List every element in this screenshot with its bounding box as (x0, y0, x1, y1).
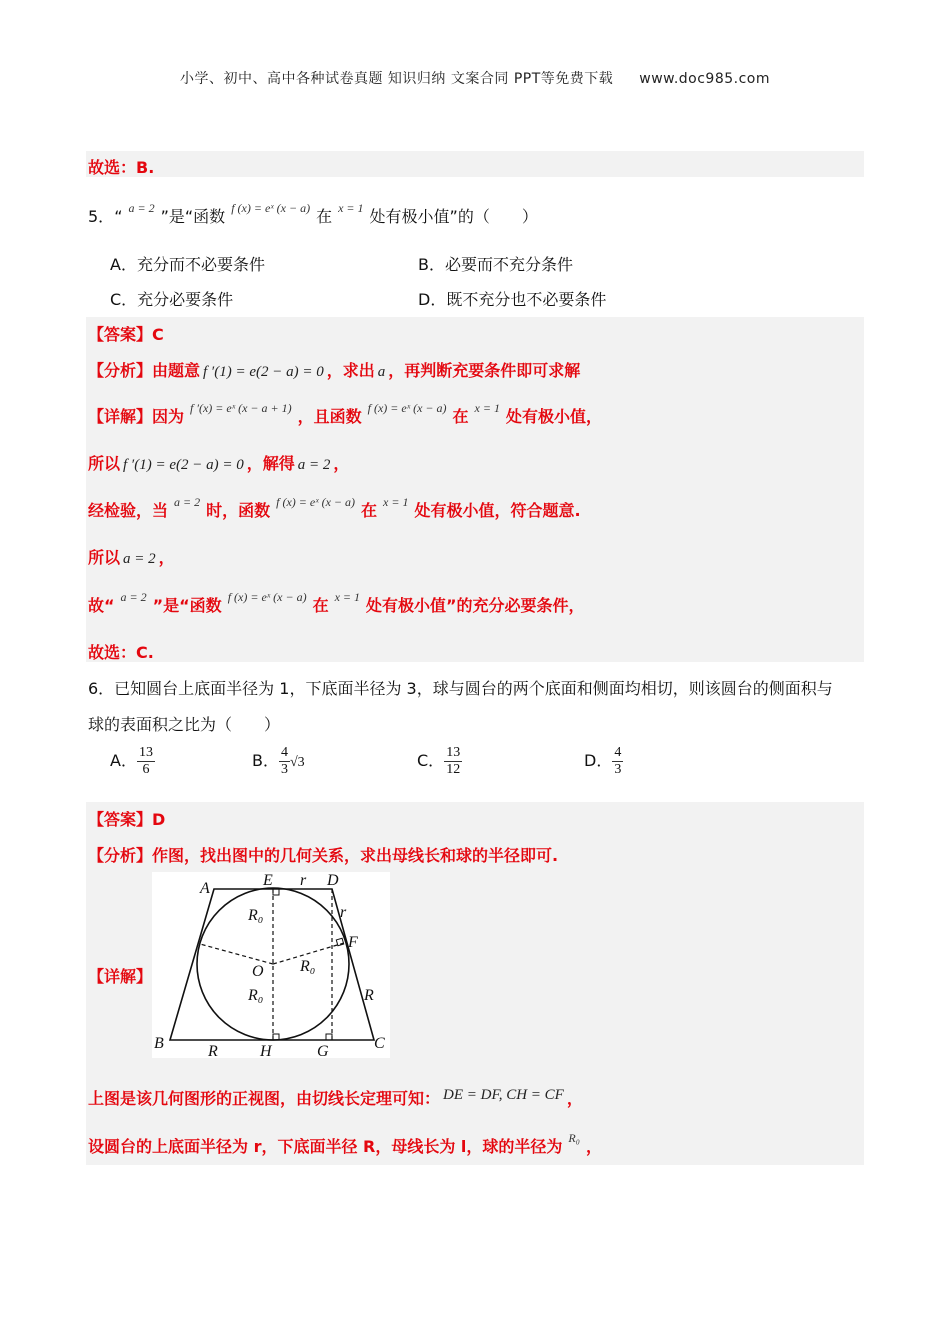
q6-step1 (88, 1086, 583, 1109)
q5-step1 (88, 451, 349, 474)
q6-option-a-fraction (137, 745, 155, 778)
label-g: G (317, 1043, 329, 1058)
q5-step2-math: a = 2 (174, 495, 201, 509)
label-d: D (327, 872, 339, 889)
fraction-numerator: 13 (446, 745, 461, 760)
q5-condition-math: a = 2 (128, 201, 155, 215)
q5-step4-mid: ”是“函数 (152, 596, 222, 615)
q5-step2 (88, 495, 581, 521)
label-e: E (263, 872, 273, 889)
q5-step1-math: f ′(1) = e(2 − a) = 0 (123, 457, 244, 473)
q6-option-c-fraction (444, 745, 462, 778)
fraction-denominator: 12 (446, 762, 461, 777)
radius-left (200, 944, 273, 964)
q5-option-b[interactable]: B．必要而不充分条件 (418, 255, 573, 274)
q6-step2-math: R₀ (568, 1131, 580, 1145)
right-angle-e (273, 889, 279, 895)
q5-analysis-var: a (377, 364, 386, 380)
label-r0-right: R₀ (300, 958, 316, 975)
q5-detail-at: 在 (452, 407, 469, 426)
q5-number: 5． (88, 207, 115, 226)
q6-step1-prefix: 上图是该几何图形的正视图，由切线长定理可知： (88, 1089, 441, 1108)
q4-conclusion: 故选：B. (88, 158, 155, 177)
q5-analysis-prefix: 【分析】由题意 (88, 361, 201, 380)
label-r0-bottom: R₀ (248, 987, 264, 1004)
q5-quote: “ (114, 207, 123, 226)
q6-option-c-label: C． (417, 751, 445, 770)
q5-detail-tail: 处有极小值， (505, 407, 602, 426)
q5-step3-tail: ， (158, 548, 175, 567)
q5-analysis-math: f ′(1) = e(2 − a) = 0 (203, 364, 324, 380)
q5-detail-line1 (88, 401, 602, 427)
fraction-denominator: 3 (280, 762, 288, 777)
q6-option-b[interactable] (252, 745, 305, 778)
q5-step4-at: 在 (312, 596, 329, 615)
q5-option-a[interactable]: A．充分而不必要条件 (110, 255, 265, 274)
label-r-top: r (300, 872, 307, 889)
q6-step2-prefix: 设圆台的上底面半径为 r，下底面半径 R，母线长为 l，球的半径为 (88, 1137, 563, 1156)
q6-option-d-fraction (612, 745, 623, 778)
q5-step4-func: f (x) = eˣ (x − a) (227, 590, 307, 604)
fraction-numerator: 4 (614, 745, 622, 760)
right-angle-f (336, 938, 343, 945)
sqrt-three: √3 (289, 755, 305, 770)
q5-detail-point: x = 1 (474, 401, 500, 415)
q5-step2-tail: 处有极小值，符合题意. (414, 501, 581, 520)
q5-analysis (88, 358, 580, 381)
q5-answer: 【答案】C (88, 325, 164, 344)
q6-option-a[interactable] (110, 745, 155, 778)
q6-option-b-label: B． (252, 751, 279, 770)
q5-step1-math2: a = 2 (297, 457, 331, 473)
q5-detail-prefix: 【详解】因为 (88, 407, 185, 426)
q4-answer-band (86, 151, 864, 177)
q6-option-d-label: D． (584, 751, 613, 770)
q6-answer: 【答案】D (88, 810, 166, 829)
q6-option-c[interactable] (417, 745, 462, 778)
frustum-front-view-figure (152, 872, 390, 1058)
header-url[interactable]: www.doc985.com (639, 71, 771, 87)
q5-point-math: x = 1 (338, 201, 364, 215)
q5-step4 (88, 590, 585, 616)
q5-conclusion: 故选：C. (88, 643, 154, 662)
q6-analysis: 【分析】作图，找出图中的几何关系，求出母线长和球的半径即可. (88, 846, 559, 865)
label-r-side: r (340, 904, 347, 921)
q5-analysis-mid: ，求出 (326, 361, 375, 380)
q5-detail-mid: ，且函数 (297, 407, 362, 426)
right-angle-g (326, 1034, 332, 1040)
label-b: B (154, 1035, 164, 1052)
q5-step4-tail: 处有极小值”的充分必要条件， (366, 596, 585, 615)
q5-step2-mid: 时，函数 (206, 501, 271, 520)
q5-step2-func: f (x) = eˣ (x − a) (276, 495, 356, 509)
q5-step4-point: x = 1 (334, 590, 361, 604)
fraction-denominator: 6 (142, 762, 150, 777)
q6-step2 (88, 1131, 602, 1157)
label-r-big: R (364, 987, 374, 1004)
q6-step2-tail: ， (585, 1137, 602, 1156)
fraction-numerator: 4 (280, 745, 288, 760)
label-r0-top: R₀ (248, 907, 264, 924)
fraction-numerator: 13 (138, 745, 153, 760)
q5-text: ”是“函数 (160, 207, 226, 226)
q6-option-d[interactable] (584, 745, 623, 778)
q5-step2-point: x = 1 (383, 495, 409, 509)
label-o: O (252, 963, 264, 980)
page-header (0, 68, 950, 88)
q5-step2-prefix: 经检验，当 (88, 501, 169, 520)
label-r-bottom: R (208, 1043, 218, 1058)
q6-step1-tail: ， (566, 1089, 583, 1108)
q5-step1-mid: ，解得 (246, 454, 295, 473)
header-text: 小学、初中、高中各种试卷真题 知识归纳 文案合同 PPT等免费下载 (179, 71, 614, 87)
q5-step1-tail: ， (333, 454, 350, 473)
frustum-diagram (152, 872, 390, 1058)
q5-step1-prefix: 所以 (88, 454, 121, 473)
q5-analysis-tail: ，再判断充要条件即可求解 (388, 361, 581, 380)
q5-tail: 处有极小值”的（ ） (369, 207, 538, 226)
q5-at: 在 (316, 207, 333, 226)
q5-detail-math1: f ′(x) = eˣ (x − a + 1) (190, 401, 292, 415)
q5-step3-math: a = 2 (123, 551, 156, 567)
q6-option-b-fraction (279, 745, 290, 778)
q5-step2-at: 在 (361, 501, 378, 520)
q5-detail-math2: f (x) = eˣ (x − a) (367, 401, 447, 415)
label-h: H (260, 1043, 272, 1058)
q5-option-c[interactable]: C．充分必要条件 (110, 290, 234, 309)
label-f: F (348, 934, 358, 951)
label-c: C (374, 1035, 385, 1052)
q6-step1-math: DE = DF, CH = CF (443, 1087, 564, 1103)
q5-option-d[interactable]: D．既不充分也不必要条件 (418, 290, 607, 309)
q5-step4-prefix: 故“ (88, 596, 115, 615)
q5-function-math: f (x) = eˣ (x − a) (231, 201, 311, 215)
q6-option-a-label: A． (110, 751, 137, 770)
q6-detail-label: 【详解】 (88, 967, 153, 986)
fraction-denominator: 3 (614, 762, 622, 777)
q5-step3-prefix: 所以 (88, 548, 121, 567)
q6-stem-line2: 球的表面积之比为（ ） (88, 715, 281, 734)
label-a: A (200, 880, 210, 897)
q5-step3 (88, 545, 175, 568)
q5-stem (88, 201, 538, 227)
q6-stem-line1: 6．已知圆台上底面半径为 1，下底面半径为 3，球与圆台的两个底面和侧面均相切，则该圆台的侧面积与 (88, 679, 833, 698)
q5-step4-math: a = 2 (120, 590, 147, 604)
